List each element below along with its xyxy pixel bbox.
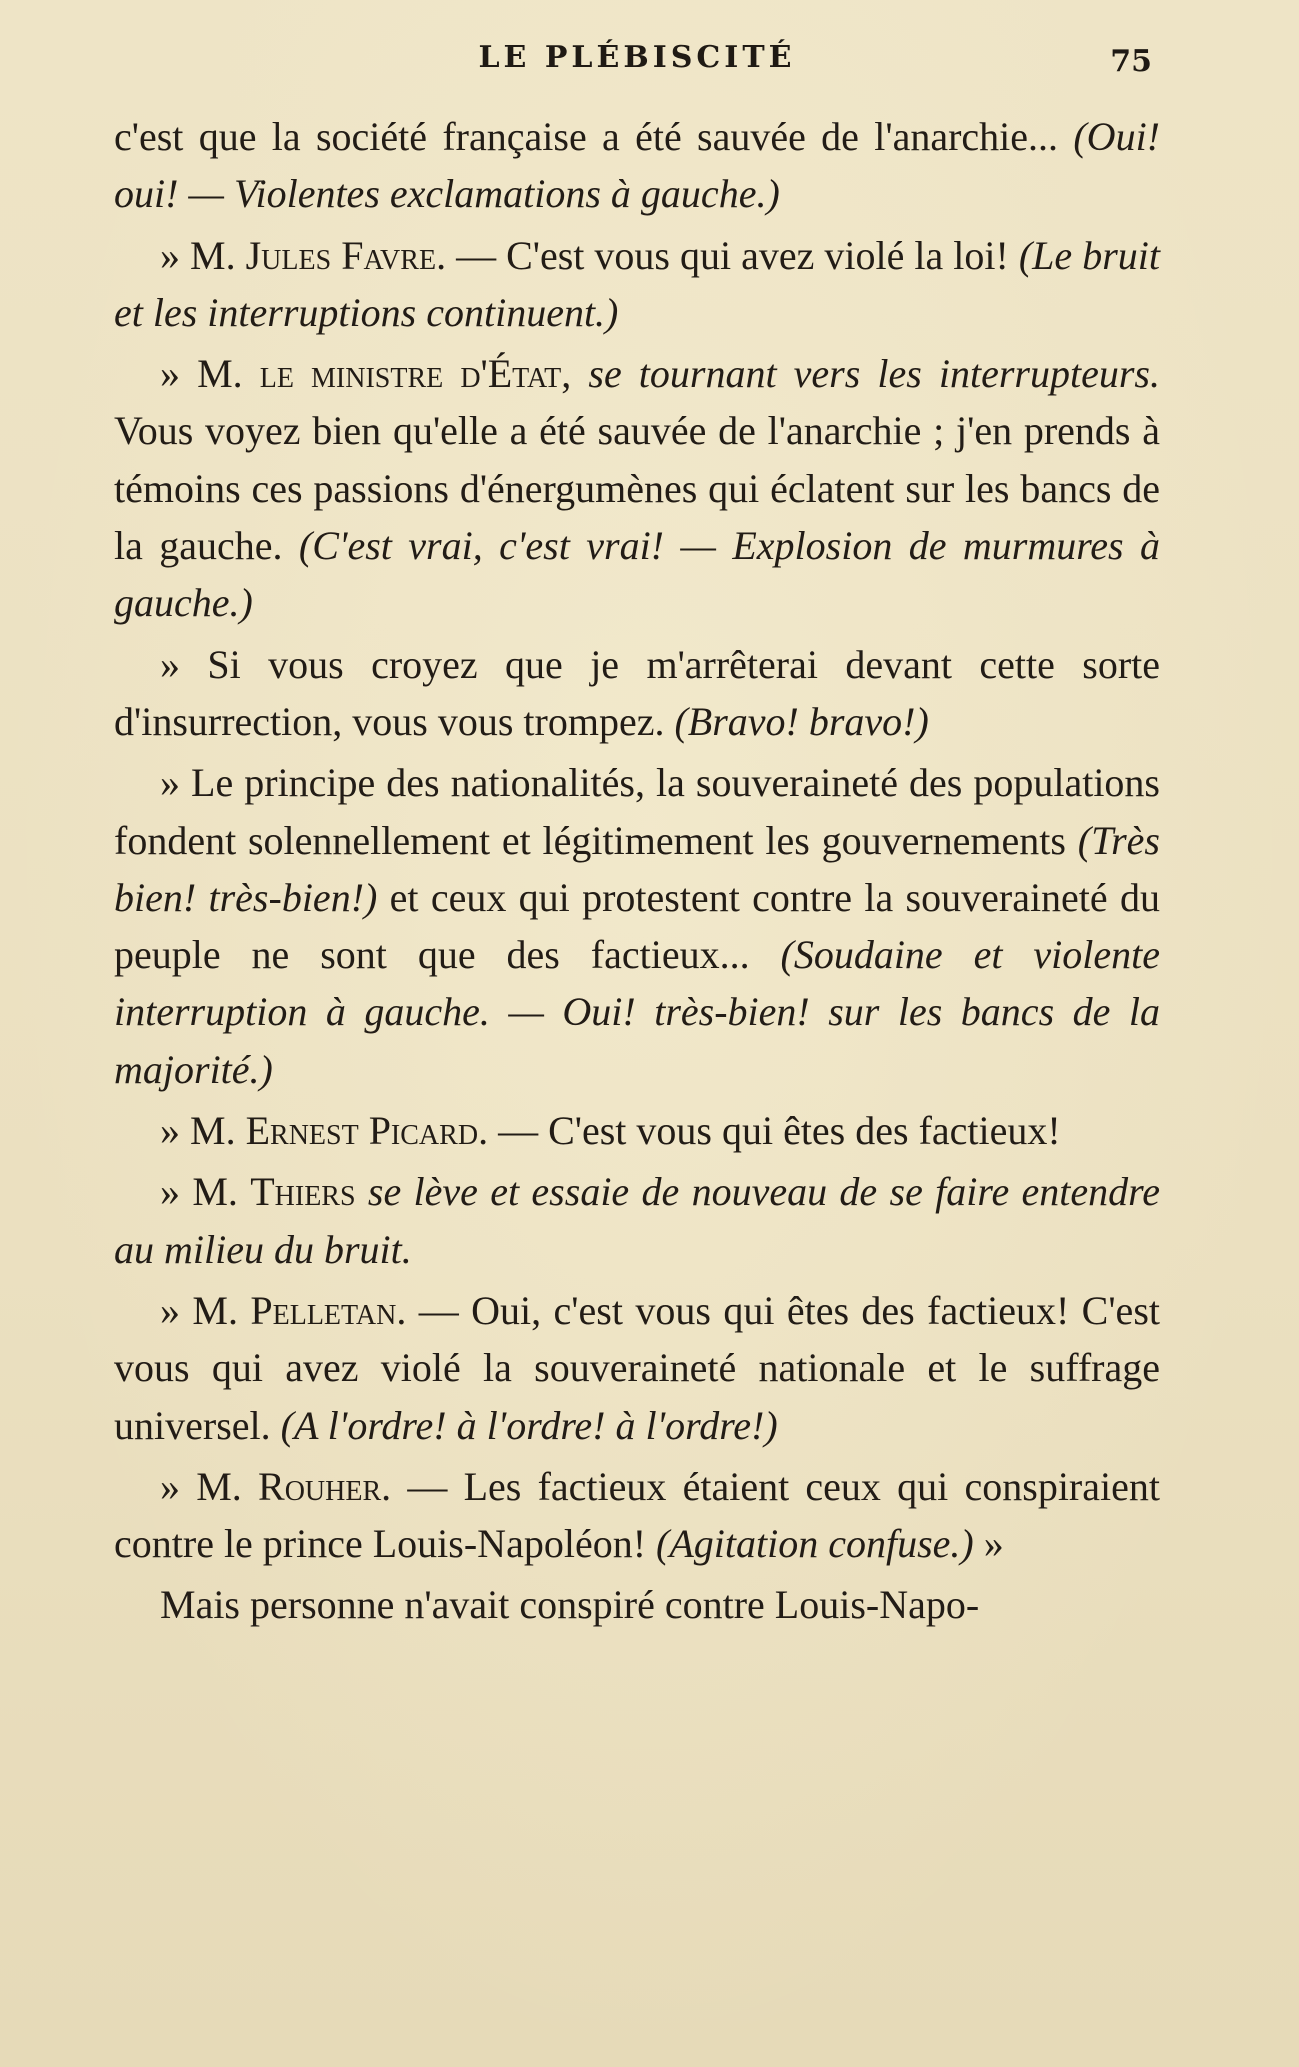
text-run: . — Les factieux étaient ceux qui conspiraient contre le prince Louis-Napoléon! bbox=[114, 1463, 1160, 1567]
running-head-title: LE PLÉBISCITÉ bbox=[478, 40, 796, 75]
body-text bbox=[114, 108, 1160, 1634]
text-run bbox=[356, 1169, 368, 1214]
italic-text: (C'est vrai, c'est vrai! — Explosion de murmures à gauche.) bbox=[114, 523, 1160, 626]
text-run: » M. bbox=[160, 1287, 251, 1333]
text-run: » M. bbox=[160, 1108, 246, 1154]
text-run: » M. bbox=[160, 351, 260, 397]
paragraph bbox=[114, 1458, 1160, 1573]
text-run: Mais personne n'avait conspiré contre Louis-Napo- bbox=[160, 1582, 980, 1628]
paragraph bbox=[114, 345, 1160, 631]
italic-text: (Bravo! bravo!) bbox=[674, 698, 929, 744]
text-run: . — Oui, c'est vous qui êtes des factieux! C'est vous qui avez violé la souveraineté nationale et le suffrage universel. bbox=[114, 1287, 1160, 1448]
paragraph bbox=[114, 227, 1160, 342]
italic-text: (Soudaine et violente interruption à gauche. — Oui! très-bien! sur les bancs de la majorité.) bbox=[114, 932, 1161, 1092]
text-run: » Si vous croyez que je m'arrêterai devant cette sorte d'insurrection, vous vous trompez. bbox=[114, 641, 1160, 744]
text-run: » Le principe des nationalités, la souveraineté des populations fondent solennellement et légitimement les gouvernements bbox=[114, 760, 1160, 863]
paragraph bbox=[114, 1102, 1160, 1159]
italic-text: se lève et essaie de nouveau de se faire entendre au milieu du bruit. bbox=[114, 1169, 1160, 1272]
italic-text: (Très bien! très-bien!) bbox=[114, 817, 1160, 920]
paragraph bbox=[114, 1282, 1160, 1454]
paragraph bbox=[114, 1576, 1160, 1633]
text-run: . — C'est vous qui êtes des factieux! bbox=[478, 1108, 1061, 1154]
page-number: 75 bbox=[1110, 44, 1152, 79]
italic-text: (Le bruit et les interruptions continuent.) bbox=[114, 232, 1160, 335]
text-run: » M. bbox=[160, 1463, 259, 1509]
paragraph bbox=[114, 108, 1160, 223]
paragraph bbox=[114, 1163, 1160, 1278]
speaker-name: Jules Favre bbox=[245, 232, 437, 278]
paragraph bbox=[114, 754, 1160, 1098]
text-run: » M. bbox=[160, 1169, 251, 1215]
running-head bbox=[114, 32, 1160, 92]
text-run: . — C'est vous qui avez violé la loi! bbox=[436, 232, 1019, 278]
text-run: » bbox=[973, 1521, 1004, 1567]
speaker-name: Rouher bbox=[258, 1463, 382, 1509]
speaker-name: Thiers bbox=[250, 1169, 356, 1215]
text-run: et ceux qui protestent contre la souveraineté du peuple ne sont que des factieux... bbox=[114, 874, 1160, 978]
text-run: , bbox=[561, 351, 589, 397]
text-run: c'est que la société française a été sauvée de l'anarchie... bbox=[114, 114, 1074, 159]
paragraph bbox=[114, 636, 1160, 751]
text-run: » M. bbox=[160, 232, 246, 278]
speaker-name: Ernest Picard bbox=[245, 1108, 479, 1154]
text-run: Vous voyez bien qu'elle a été sauvée de l'anarchie ; j'en prends à témoins ces passions d'énergumènes qui éclatent sur les bancs de la gauche. bbox=[114, 408, 1160, 569]
italic-text: (Agitation confuse.) bbox=[656, 1521, 974, 1567]
italic-text: se tournant vers les interrupteurs. bbox=[588, 351, 1161, 397]
speaker-name: Pelletan bbox=[250, 1287, 397, 1333]
italic-text: (Oui! oui! — Violentes exclamations à gauche.) bbox=[114, 114, 1160, 217]
speaker-name: le ministre d'État bbox=[259, 351, 562, 397]
italic-text: (A l'ordre! à l'ordre! à l'ordre!) bbox=[280, 1402, 778, 1448]
